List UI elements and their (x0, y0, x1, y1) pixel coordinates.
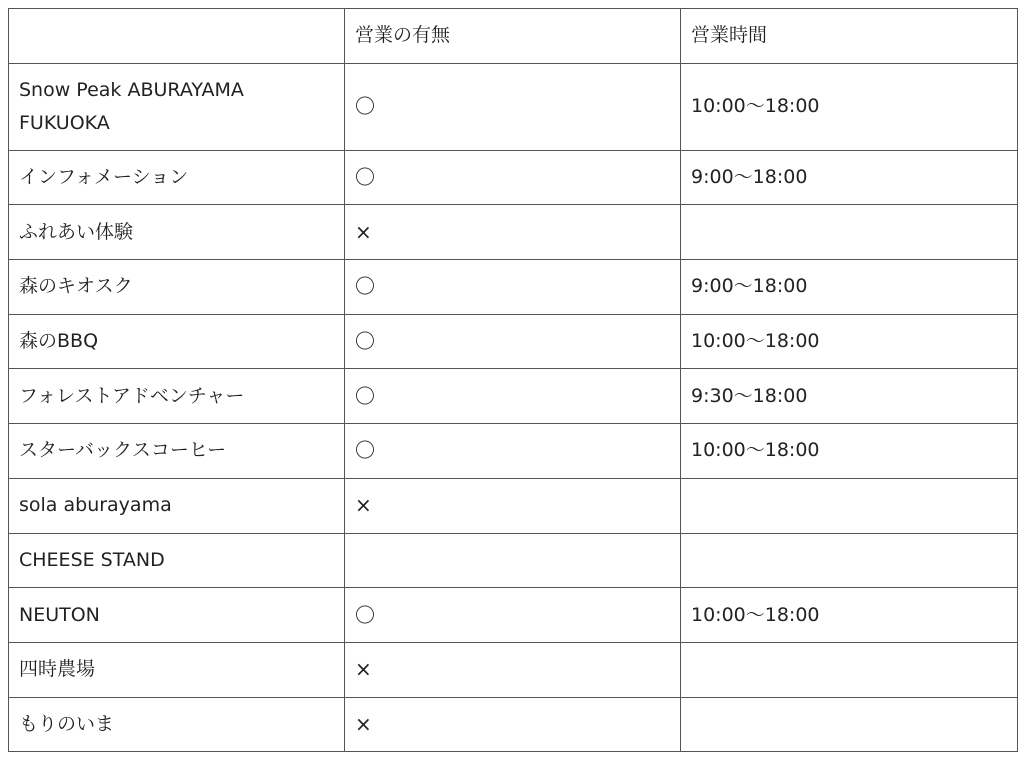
facility-name: sola aburayama (9, 478, 345, 533)
facility-name: フォレストアドベンチャー (9, 369, 345, 424)
business-hours (681, 697, 1018, 752)
facility-name: 森のキオスク (9, 260, 345, 315)
open-status: 〇 (345, 314, 681, 369)
business-hours: 10:00〜18:00 (681, 424, 1018, 479)
open-status: 〇 (345, 424, 681, 479)
open-status: × (345, 205, 681, 260)
facility-name: インフォメーション (9, 150, 345, 205)
table-row (9, 533, 1018, 588)
table-row (9, 369, 1018, 424)
facility-name: NEUTON (9, 588, 345, 643)
business-hours: 10:00〜18:00 (681, 588, 1018, 643)
facility-name: スターバックスコーヒー (9, 424, 345, 479)
table-header-row (9, 9, 1018, 64)
open-status: 〇 (345, 588, 681, 643)
facility-name: 森のBBQ (9, 314, 345, 369)
table-row (9, 478, 1018, 533)
facility-name: Snow Peak ABURAYAMA FUKUOKA (9, 63, 345, 150)
open-status: × (345, 642, 681, 697)
open-status (345, 533, 681, 588)
open-status: 〇 (345, 369, 681, 424)
business-hours: 10:00〜18:00 (681, 63, 1018, 150)
open-status: 〇 (345, 63, 681, 150)
table-row (9, 205, 1018, 260)
header-facility (9, 9, 345, 64)
open-status: 〇 (345, 260, 681, 315)
open-status: × (345, 478, 681, 533)
header-business-hours: 営業時間 (681, 9, 1018, 64)
header-open-status: 営業の有無 (345, 9, 681, 64)
table-row (9, 588, 1018, 643)
facility-name: 四時農場 (9, 642, 345, 697)
business-hours: 10:00〜18:00 (681, 314, 1018, 369)
business-hours: 9:00〜18:00 (681, 150, 1018, 205)
business-hours (681, 478, 1018, 533)
table-row (9, 63, 1018, 150)
table-row (9, 642, 1018, 697)
table-row (9, 697, 1018, 752)
business-hours-table (8, 8, 1018, 752)
business-hours (681, 205, 1018, 260)
table-row (9, 314, 1018, 369)
business-hours: 9:00〜18:00 (681, 260, 1018, 315)
table-row (9, 424, 1018, 479)
facility-name: ふれあい体験 (9, 205, 345, 260)
business-hours (681, 533, 1018, 588)
table-row (9, 260, 1018, 315)
facility-name: もりのいま (9, 697, 345, 752)
open-status: 〇 (345, 150, 681, 205)
facility-name: CHEESE STAND (9, 533, 345, 588)
business-hours: 9:30〜18:00 (681, 369, 1018, 424)
table-row (9, 150, 1018, 205)
open-status: × (345, 697, 681, 752)
business-hours (681, 642, 1018, 697)
